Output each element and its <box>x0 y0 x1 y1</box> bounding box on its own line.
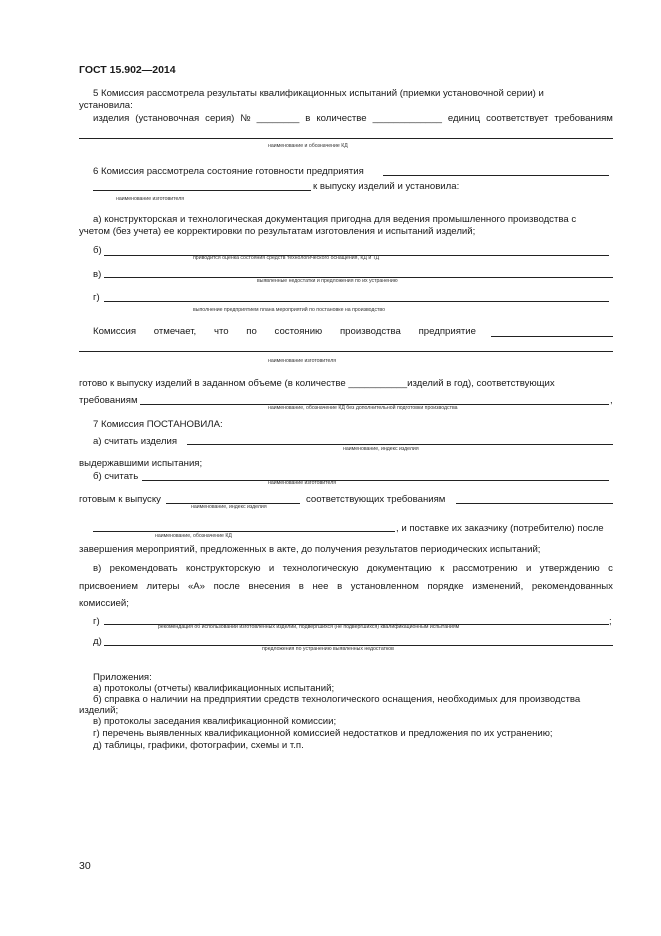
semicolon: ; <box>609 616 612 627</box>
word: документацию <box>366 563 432 574</box>
word: (установочная <box>135 113 200 124</box>
appendix-item: в) протоколы заседания квалификационной комиссии; <box>93 716 337 727</box>
s7-ready-label: готовым к выпуску <box>79 494 161 505</box>
word: Комиссия <box>93 326 137 337</box>
fill-line <box>187 444 613 445</box>
field-caption: приводится оценка состояния средств технологического оснащения, КД и ТД <box>193 255 380 261</box>
word: единиц <box>447 113 481 124</box>
fill-line <box>142 480 609 481</box>
field-caption: наименование изготовителя <box>268 480 337 486</box>
word: предприятие <box>418 326 476 337</box>
word: отмечает, <box>153 326 197 337</box>
word: № <box>240 113 251 124</box>
page-number: 30 <box>79 860 91 872</box>
s7-title: 7 Комиссия ПОСТАНОВИЛА: <box>93 419 223 430</box>
word: в <box>337 581 343 592</box>
word: после <box>213 581 240 592</box>
s7-item-b: б) считать <box>93 471 139 482</box>
word: литеры <box>146 581 180 592</box>
word: «А» <box>187 581 206 592</box>
appendix-item: а) протоколы (отчеты) квалификационных испытаний; <box>93 683 335 694</box>
word: и <box>525 563 532 574</box>
appendix-item: б) справка о наличии на предприятии средств технологического оснащения, необходимых для производства <box>93 694 581 705</box>
word: количестве <box>316 113 367 124</box>
word: рекомендовать <box>109 563 178 574</box>
field-caption: наименование, индекс изделия <box>191 504 267 510</box>
appendix-item: г) перечень выявленных квалификационной комиссией недостатков и предложения по их устранению; <box>93 728 553 739</box>
word: по <box>246 326 257 337</box>
commission-notes-line <box>93 326 476 337</box>
quantity-blank: _____________ <box>372 113 442 124</box>
fill-line <box>456 503 613 504</box>
word: и <box>268 563 275 574</box>
s5-paragraph-cont: установила: <box>79 100 133 111</box>
s7-item-v-line1 <box>93 563 613 574</box>
field-caption: выполнение предприятием плана мероприятий по постановке на производство <box>193 307 386 313</box>
s7-item-g-label: г) <box>93 616 100 627</box>
word: что <box>213 326 229 337</box>
word: соответствует <box>486 113 549 124</box>
s7-after-text: завершения мероприятий, предложенных в акте, до получения результатов периодических испытаний; <box>79 544 541 555</box>
appendix-title: Приложения: <box>93 672 152 683</box>
s5-products-line <box>93 113 613 124</box>
field-caption: наименование, индекс изделия <box>343 446 419 452</box>
s6-paragraph-cont: к выпуску изделий и установила: <box>313 181 460 192</box>
field-caption: выявленные недостатки и предложения по их устранению <box>257 278 398 284</box>
serial-blank: ________ <box>256 113 300 124</box>
fill-line <box>491 336 613 337</box>
word: изделия <box>93 113 130 124</box>
s7-passed-text: выдержавшими испытания; <box>79 458 203 469</box>
word: требованиям <box>554 113 613 124</box>
appendix-item: д) таблицы, графики, фотографии, схемы и т.п. <box>93 740 304 751</box>
field-caption: рекомендация об использовании изготовленных изделий, подвергшихся (не подвергшихся) квалификационным испытаниям <box>158 624 460 630</box>
s7-item-v-line2 <box>79 581 613 592</box>
word: технологическую <box>282 563 359 574</box>
field-caption: наименование изготовителя <box>116 196 185 202</box>
s7-requirements-label: соответствующих требованиям <box>306 494 446 505</box>
s6-item-g-label: г) <box>93 292 100 303</box>
word: в <box>298 581 304 592</box>
word: нее <box>312 581 329 592</box>
s7-supply-text: , и поставке их заказчику (потребителю) после <box>396 523 604 534</box>
s7-item-a: а) считать изделия <box>93 436 178 447</box>
field-caption: предложения по устранению выявленных недостатков <box>262 646 394 652</box>
field-caption: наименование, обозначение КД без дополнительной подготовки производства <box>268 405 458 411</box>
s6-ready-text: готово к выпуску изделий в заданном объеме (в количестве ___________изделий в год), соответствующих <box>79 378 555 389</box>
fill-line <box>93 190 311 191</box>
fill-line <box>79 351 613 352</box>
word: утверждению <box>539 563 600 574</box>
s6-item-a-cont: учетом (без учета) ее корректировки по результатам изготовления и испытаний изделий; <box>79 226 476 237</box>
word: в) <box>93 563 102 574</box>
word: серия) <box>205 113 235 124</box>
fill-line <box>79 138 613 139</box>
field-caption: наименование изготовителя <box>268 358 337 364</box>
fill-line <box>104 301 609 302</box>
word: с <box>608 563 613 574</box>
word: конструкторскую <box>186 563 261 574</box>
word: рекомендованных <box>531 581 613 592</box>
word: в <box>305 113 311 124</box>
comma: , <box>610 395 613 406</box>
s6-requirements-label: требованиям <box>79 395 138 406</box>
s7-item-d-label: д) <box>93 636 102 647</box>
field-caption: наименование, обозначение КД <box>155 533 232 539</box>
word: изменений, <box>472 581 524 592</box>
word: рассмотрению <box>452 563 518 574</box>
s6-item-a: а) конструкторская и технологическая документация пригодна для ведения промышленного производства с <box>93 214 577 225</box>
word: установленном <box>350 581 419 592</box>
s5-paragraph: 5 Комиссия рассмотрела результаты квалификационных испытаний (приемки установочной серии) и <box>93 88 544 99</box>
word: к <box>440 563 445 574</box>
s7-item-v-line3: комиссией; <box>79 598 129 609</box>
word: порядке <box>427 581 464 592</box>
field-caption: наименование и обозначение КД <box>268 143 348 149</box>
s6-item-b-label: б) <box>93 245 102 256</box>
fill-line <box>383 175 609 176</box>
fill-line <box>93 531 395 532</box>
document-header: ГОСТ 15.902—2014 <box>79 64 176 76</box>
word: внесения <box>248 581 291 592</box>
word: присвоением <box>79 581 138 592</box>
word: производства <box>339 326 401 337</box>
s6-item-v-label: в) <box>93 269 102 280</box>
s6-paragraph: 6 Комиссия рассмотрела состояние готовности предприятия <box>93 166 364 177</box>
appendix-item-cont: изделий; <box>79 705 119 716</box>
word: состоянию <box>274 326 323 337</box>
